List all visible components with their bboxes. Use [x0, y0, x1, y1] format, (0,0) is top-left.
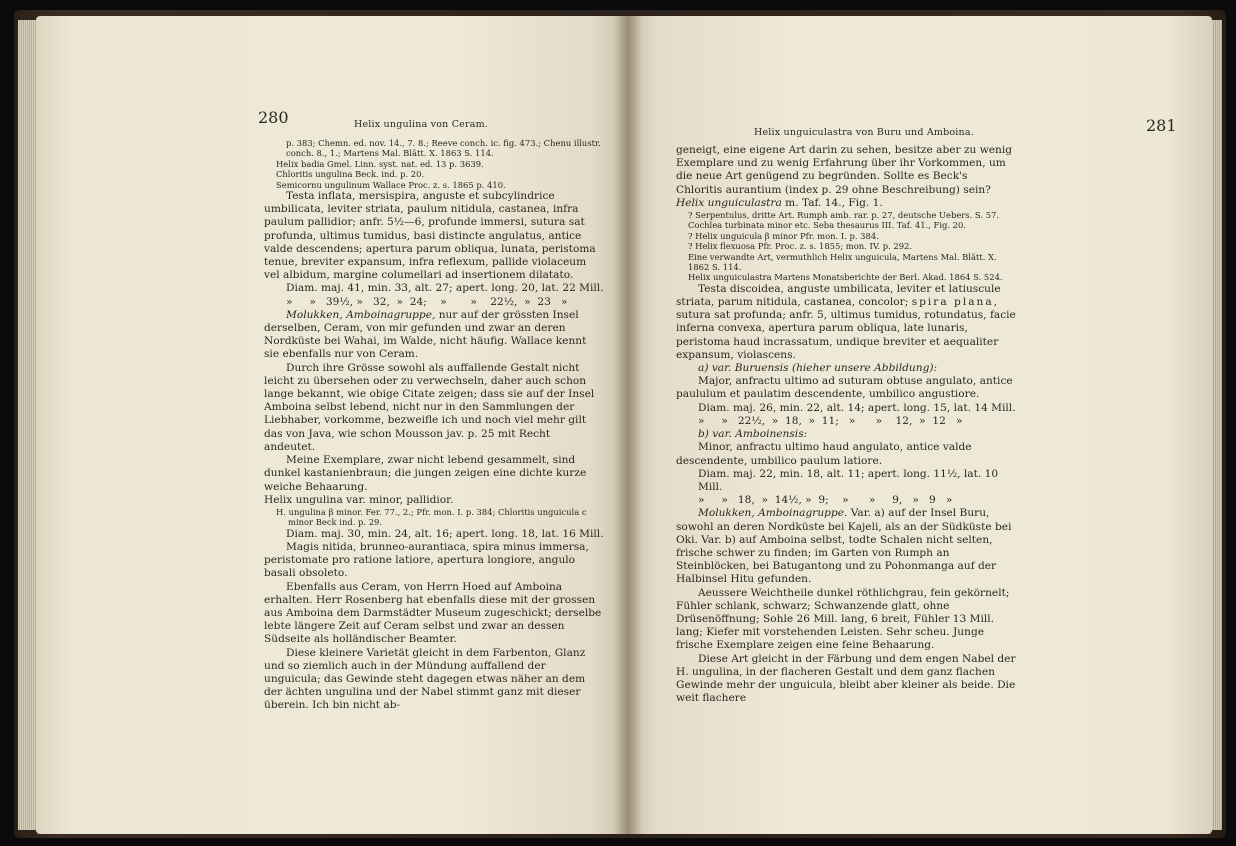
- body-paragraph: Diese kleinere Varietät gleicht in dem Farbenton, Glanz und so ziemlich auch in der Mündung auffallend der unguicula; das Gewinde steht dagegen etwas näher an dem der ächten ungulina und der Nabel stimmt ganz mit dieser überein. Ich bin nicht ab-: [264, 646, 586, 712]
- reference-line: Helix unguiculastra Martens Monatsberichte der Berl. Akad. 1864 S. 524.: [688, 272, 1003, 283]
- body-paragraph: Aeussere Weichtheile dunkel röthlichgrau, fein gekörnelt; Fühler schlank, schwarz; Schwanzende glatt, ohne Drüsenöffnung; Sohle 26 Mill. lang, 6 breit, Fühler 13 Mill. lang; Kiefer mit vorstehenden Leisten. Sehr scheu. Junge frische Exemplare zeigen eine feine Behaarung.: [676, 586, 1010, 652]
- latin-description: Minor, anfractu ultimo haud angulato, antice valde descendente, umbilico paulum latiore.: [676, 441, 972, 467]
- species-title: Helix unguiculastra m. Taf. 14., Fig. 1.: [676, 196, 883, 209]
- variety-heading: a) var. Buruensis (hieher unsere Abbildung):: [698, 362, 938, 375]
- latin-description: Major, anfractu ultimo ad suturam obtuse angulato, antice paululum et paulatim descendente, umbilico angustiore.: [676, 375, 1013, 401]
- variety-references: [264, 507, 604, 528]
- body-paragraph: Diese Art gleicht in der Färbung und dem engen Nabel der H. ungulina, in der flacheren Gestalt und dem ganz flachen Gewinde mehr der unguicula, bleibt aber kleiner als beide. Die weit flachere: [676, 652, 1016, 705]
- book-gutter: [614, 16, 642, 834]
- reference-line: Semicornu ungulinum Wallace Proc. z. s. 1865 p. 410.: [276, 179, 506, 190]
- locality-paragraph: Molukken, Amboinagruppe. Var. a) auf der Insel Buru, sowohl an deren Nordküste bei Kajeli, als an der Südküste bei Oki. Var. b) auf Amboina selbst, todte Schalen nicht selten, frische schwer zu finden; im Garten von Rumph an Steinblöcken, bei Batugantong und zu Pohonmanga auf der Halbinsel Hitu gefunden.: [676, 507, 1012, 586]
- measurement-line: » » 22½, » 18, » 11; » » 12, » 12 »: [698, 414, 963, 427]
- measurement-line: » » 18, » 14½, » 9; » » 9, » 9 »: [698, 494, 953, 507]
- left-page-body: [264, 138, 604, 713]
- region-name: Molukken, Amboinagruppe.: [698, 507, 848, 520]
- body-paragraph: Ebenfalls aus Ceram, von Herrn Hoed auf Amboina erhalten. Herr Rosenberg hat ebenfalls diese mit der grossen aus Amboina dem Darmstädter Museum zugeschickt; derselbe lebte längere Zeit auf Ceram selbst und zwar an dessen Südseite als holländischer Beamter.: [264, 580, 602, 646]
- page-number: 281: [1146, 116, 1177, 135]
- reference-line: Cochlea turbinata minor etc. Seba thesaurus III. Taf. 41., Fig. 20.: [688, 220, 967, 231]
- reference-line: ? Helix flexuosa Pfr. Proc. z. s. 1855; mon. IV. p. 292.: [688, 241, 913, 252]
- right-page-body: [676, 144, 1016, 705]
- reference-line: H. ungulina β minor. Fer. 77., 2.; Pfr. mon. I. p. 384; Chloritis unguicula c: [276, 506, 587, 517]
- locality-paragraph: Molukken, Amboinagruppe, nur auf der grössten Insel derselben, Ceram, von mir gefunden und zwar an deren Nordküste bei Wahai, im Walde, nicht häufig. Wallace kennt sie ebenfalls nur von Ceram.: [264, 308, 587, 361]
- reference-line: Chloritis ungulina Beck. ind. p. 20.: [276, 169, 425, 180]
- open-book: [14, 10, 1226, 838]
- variety-heading: b) var. Amboinensis:: [698, 428, 808, 441]
- variety-heading: Helix ungulina var. minor, pallidior.: [264, 493, 454, 506]
- page-edges-left: [18, 20, 38, 830]
- reference-line: Helix badia Gmel. Linn. syst. nat. ed. 13 p. 3639.: [276, 158, 484, 169]
- reference-line: ? Serpentulus, dritte Art. Rumph amb. rar. p. 27, deutsche Uebers. S. 57.: [688, 210, 1000, 221]
- measurement-line: Diam. maj. 26, min. 22, alt. 14; apert. long. 15, lat. 14 Mill.: [698, 401, 1016, 414]
- running-head: Helix unguiculastra von Buru und Amboina.: [754, 127, 974, 138]
- measurement-line: » » 39½, » 32, » 24; » » 22½, » 23 »: [286, 295, 568, 308]
- synonymy-list: [264, 138, 604, 190]
- reference-line: minor Beck ind. p. 29.: [288, 517, 383, 528]
- latin-description: Magis nitida, brunneo-aurantiaca, spira minus immersa, peristomate pro ratione latiore, apertura longiore, angulo basali obsoleto.: [264, 540, 589, 580]
- reference-line: conch. 8., 1.; Martens Mal. Blätt. X. 1863 S. 114.: [286, 148, 494, 159]
- right-page: [628, 16, 1212, 834]
- reference-line: p. 383; Chemn. ed. nov. 14., 7. 8.; Reeve conch. ic. fig. 473.; Chenu illustr.: [286, 138, 601, 148]
- page-number: 280: [258, 108, 289, 127]
- latin-description: Testa inflata, mersispira, anguste et subcylindrice umbilicata, leviter striata, paulum nitidula, castanea, infra paulum pallidior; anfr. 5½—6, profunde immersi, sutura sat profunda, ultimus tumidus, basi distincte angulatus, antice valde descendens; apertura parum obliqua, lunata, peristoma tenue, breviter expansum, infra reflexum, pallide violaceum vel albidum, margine columellari ad insertionem dilatato.: [264, 190, 596, 282]
- left-page: [36, 16, 628, 834]
- measurement-line: Diam. maj. 22, min. 18, alt. 11; apert. long. 11½, lat. 10 Mill.: [698, 467, 999, 493]
- running-head: Helix ungulina von Ceram.: [354, 119, 489, 130]
- reference-line: ? Helix unguicula β minor Pfr. mon. I. p. 384.: [688, 230, 879, 241]
- measurement-line: Diam. maj. 41, min. 33, alt. 27; apert. long. 20, lat. 22 Mill.: [286, 282, 604, 295]
- body-paragraph: Meine Exemplare, zwar nicht lebend gesammelt, sind dunkel kastanienbraun; die jungen zeigen eine dichte kurze weiche Behaarung.: [264, 454, 587, 493]
- measurement-line: Diam. maj. 30, min. 24, alt. 16; apert. long. 18, lat. 16 Mill.: [286, 527, 604, 540]
- synonymy-list: [676, 210, 1016, 283]
- body-paragraph: Durch ihre Grösse sowohl als auffallende Gestalt nicht leicht zu übersehen oder zu verwechseln, daher auch schon lange bekannt, wie obige Citate zeigen; dass sie auf der Insel Amboina selbst lebend, nicht nur in den Sammlungen der Liebhaber, vorkomme, bezweifle ich und noch viel mehr gilt das von Java, wie schon Mousson jav. p. 25 mit Recht andeutet.: [264, 361, 595, 453]
- body-paragraph: geneigt, eine eigene Art darin zu sehen, besitze aber zu wenig Exemplare und zu wenig Erfahrung über ihr Vorkommen, um die neue Art genügend zu begründen. Sollte es Beck's Chloritis aurantium (index p. 29 ohne Beschreibung) sein?: [676, 144, 1013, 196]
- reference-line: Eine verwandte Art, vermuthlich Helix unguicula, Martens Mal. Blätt. X. 1862 S. 114.: [688, 251, 997, 273]
- region-name: Molukken, Amboinagruppe,: [286, 308, 436, 321]
- latin-description: Testa discoidea, anguste umbilicata, leviter et latiuscule striata, parum nitidula, castanea, concolor; spira plana, sutura sat profunda; anfr. 5, ultimus tumidus, rotundatus, facie inferna convexa, apertura parum obliqua, late lunaris, peristoma haud incrassatum, undique breviter et aequaliter expansum, violascens.: [676, 282, 1016, 361]
